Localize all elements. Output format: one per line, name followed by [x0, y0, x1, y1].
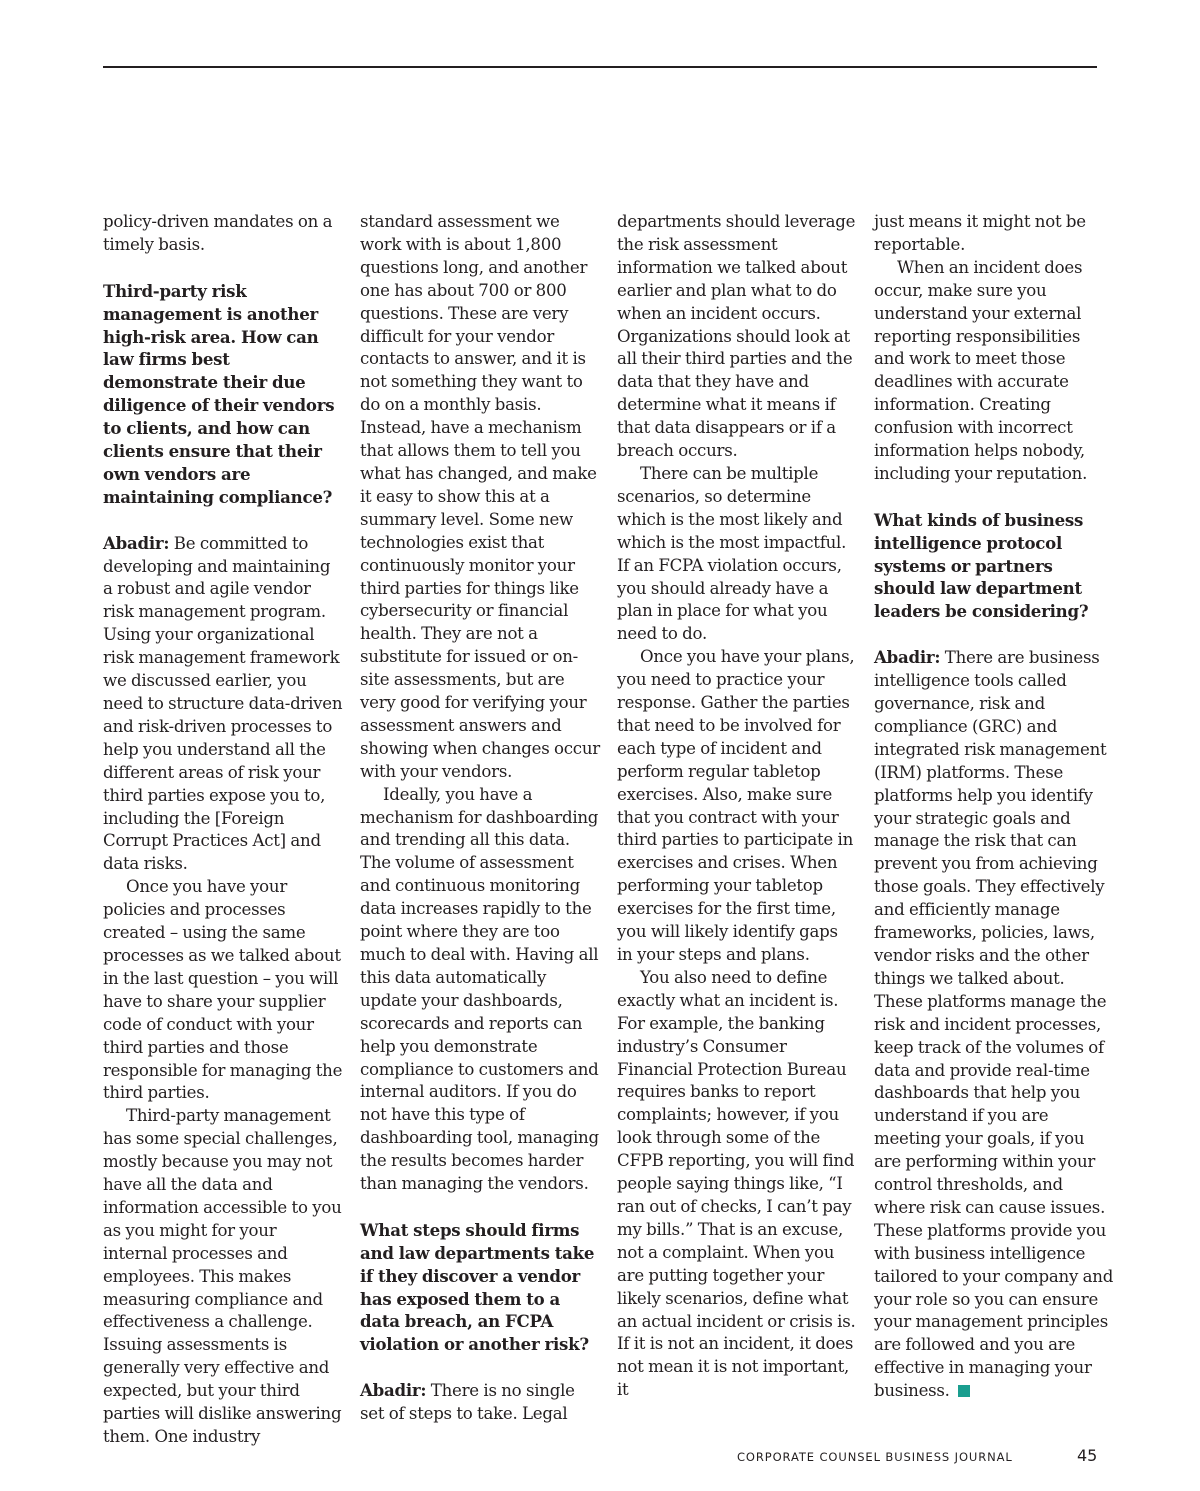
paragraph: You also need to define exactly what an incident is. For example, the banking industry’s Consumer Financial Protection Bureau requires banks to report complaints; however, if you look through some of the CFPB reporting, you will find people saying things like, “I ran out of checks, I can’t pay my bills.” That is an excuse, not a complaint. When you are putting together your likely scenarios, define what an actual incident or crisis is. If it is not an incident, it does not mean it is not important, it [617, 967, 856, 1400]
answer-paragraph [360, 1379, 600, 1426]
footer-journal-name: CORPORATE COUNSEL BUSINESS JOURNAL [737, 1450, 1013, 1464]
article-column-4 [874, 211, 1114, 1403]
article-column-2 [360, 211, 600, 1426]
paragraph: Once you have your policies and processes created – using the same processes as we talked about in the last question – you will have to share your supplier code of conduct with your third parties and those responsible for managing the third parties. [103, 877, 343, 1103]
paragraph: Once you have your plans, you need to practice your response. Gather the parties that need to be involved for each type of incident and perform regular tabletop exercises. Also, make sure that you contract with your third parties to participate in exercises and crises. When performing your tabletop exercises for the first time, you will likely identify gaps in your steps and plans. [617, 647, 855, 964]
article-column-3 [617, 211, 857, 1402]
speaker-name: Abadir: [360, 1380, 427, 1401]
answer-text: There is no single set of steps to take. Legal [360, 1381, 575, 1424]
speaker-name: Abadir: [874, 647, 941, 668]
paragraph: There can be multiple scenarios, so determine which is the most likely and which is the most impactful. If an FCPA violation occurs, you should already have a plan in place for what you need to do. [617, 463, 847, 644]
interview-question: What kinds of business intelligence protocol systems or partners should law department leaders be considering? [874, 509, 1089, 622]
article-column-1 [103, 211, 343, 1449]
interview-question: What steps should firms and law departments take if they discover a vendor has exposed them to a data breach, an FCPA violation or another risk? [360, 1219, 595, 1355]
answer-paragraph [874, 646, 1114, 1403]
end-mark-icon [958, 1385, 970, 1397]
paragraph: Ideally, you have a mechanism for dashboarding and trending all this data. The volume of assessment and continuous monitoring data increases rapidly to the point where they are too much to deal with. Having all this data automatically update your dashboards, scorecards and reports can help you demonstrate compliance to customers and internal auditors. If you do not have this type of dashboarding tool, managing the results becomes harder than managing the vendors. [360, 784, 599, 1194]
paragraph: departments should leverage the risk assessment information we talked about earlier and plan what to do when an incident occurs. Organizations should look at all their third parties and the data that they have and determine what it means if that data disappears or if a breach occurs. [617, 212, 856, 461]
page-number: 45 [1077, 1446, 1098, 1465]
interview-question: Third-party risk management is another high-risk area. How can law firms best demonstrate their due diligence of their vendors to clients, and how can clients ensure that their own vendors are maintaining compliance? [103, 280, 335, 507]
answer-paragraph [103, 532, 343, 877]
paragraph: standard assessment we work with is about 1,800 questions long, and another one has about 700 or 800 questions. These are very difficult for your vendor contacts to answer, and it is not something they want to do on a monthly basis. Instead, have a mechanism that allows them to tell you what has changed, and make it easy to show this at a summary level. Some new technologies exist that continuously monitor your third parties for things like cybersecurity or financial health. They are not a substitute for issued or on-site assessments, but are very good for verifying your assessment answers and showing when changes occur with your vendors. [360, 212, 600, 781]
paragraph: just means it might not be reportable. [874, 212, 1086, 254]
paragraph: When an incident does occur, make sure you understand your external reporting responsibilities and work to meet those deadlines with accurate information. Creating confusion with incorrect information helps nobody, including your reputation. [874, 257, 1088, 483]
paragraph: Third-party management has some special challenges, mostly because you may not have all the data and information accessible to you as you might for your internal processes and employees. This makes measuring compliance and effectiveness a challenge. Issuing assessments is generally very effective and expected, but your third parties will dislike answering them. One industry [103, 1106, 342, 1446]
top-rule [103, 66, 1097, 68]
paragraph: policy-driven mandates on a timely basis. [103, 212, 333, 254]
answer-text: There are business intelligence tools called governance, risk and compliance (GRC) and integrated risk management (IRM) platforms. These platforms help you identify your strategic goals and manage the risk that can prevent you from achieving those goals. They effectively and efficiently manage frameworks, policies, laws, vendor risks and the other things we talked about. These platforms manage the risk and incident processes, keep track of the volumes of data and provide real-time dashboards that help you understand if you are meeting your goals, if you are performing within your control thresholds, and where risk can cause issues. These platforms provide you with business intelligence tailored to your company and your role so you can ensure your management principles are followed and you are effective in managing your business. [874, 648, 1114, 1401]
answer-text: Be committed to developing and maintaining a robust and agile vendor risk management program. Using your organizational risk management framework we discussed earlier, you need to structure data-driven and risk-driven processes to help you understand all the different areas of risk your third parties expose you to, including the [Foreign Corrupt Practices Act] and data risks. [103, 533, 343, 874]
speaker-name: Abadir: [103, 532, 170, 553]
